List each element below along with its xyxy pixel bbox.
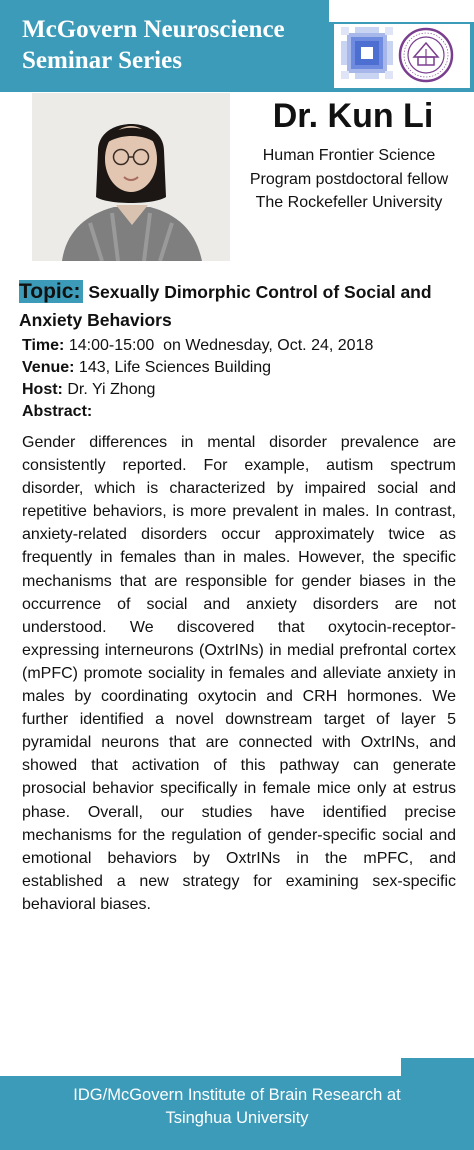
venue-row [22, 357, 462, 379]
venue-label: Venue: [22, 359, 75, 376]
abstract-text: Gender differences in mental disorder prevalence are consistently reported. For example, autism spectrum disorder, which is characterized by impaired social and repetitive behaviors, is more prevalent in males. In contrast, anxiety-related disorders occur approximately twice as frequently in females than in males. However, the specific mechanisms that are responsible for gender biases in the occurrence of social and anxiety disorders are not understood. We discovered that oxytocin-receptor-expressing interneurons (OxtrINs) in medial prefrontal cortex (mPFC) promote sociality in females and alleviate anxiety in males by coordinating oxytocin and CRH hormones. We further identified a novel downstream target of layer 5 pyramidal neurons that are connected with OxtrINs, and showed that activation of this pathway can generate prosocial behavior specifically in female mice only at estrus phase. Overall, our studies have identified precise mechanisms for the regulation of gender-specific social and emotional behaviors by OxtrINs in the mPFC, and established a new strategy for examining sex-specific behavioral biases. [22, 434, 456, 913]
host-value: Dr. Yi Zhong [67, 381, 156, 398]
speaker-photo [32, 93, 230, 261]
seminar-series-title [22, 14, 332, 76]
series-title-line1: McGovern Neuroscience [22, 16, 285, 43]
speaker-affiliation: Human Frontier Science Program postdoctoral fellow The Rockefeller University [249, 147, 449, 211]
host-label: Host: [22, 381, 63, 398]
topic-label: Topic: [19, 280, 83, 303]
topic-title: Sexually Dimorphic Control of Social and Anxiety Behaviors [19, 282, 432, 330]
time-label: Time: [22, 337, 65, 354]
talk-details [22, 335, 462, 423]
topic [19, 278, 464, 334]
footer-line2: Tsinghua University [165, 1109, 309, 1127]
mcgovern-logo [341, 27, 393, 79]
series-title-line2: Seminar Series [22, 47, 182, 74]
institute-footer [0, 1084, 474, 1130]
venue-value: 143, Life Sciences Building [78, 359, 272, 376]
host-row [22, 379, 462, 401]
footer-notch [401, 1058, 474, 1078]
time-row [22, 335, 462, 357]
abstract-label: Abstract: [22, 403, 93, 420]
time-value: 14:00-15:00 on Wednesday, Oct. 24, 2018 [68, 337, 374, 354]
speaker-portrait [32, 93, 230, 261]
speaker-name: Dr. Kun Li [272, 97, 434, 135]
footer-line1: IDG/McGovern Institute of Brain Research at [73, 1086, 401, 1104]
tsinghua-seal-logo [398, 27, 454, 83]
